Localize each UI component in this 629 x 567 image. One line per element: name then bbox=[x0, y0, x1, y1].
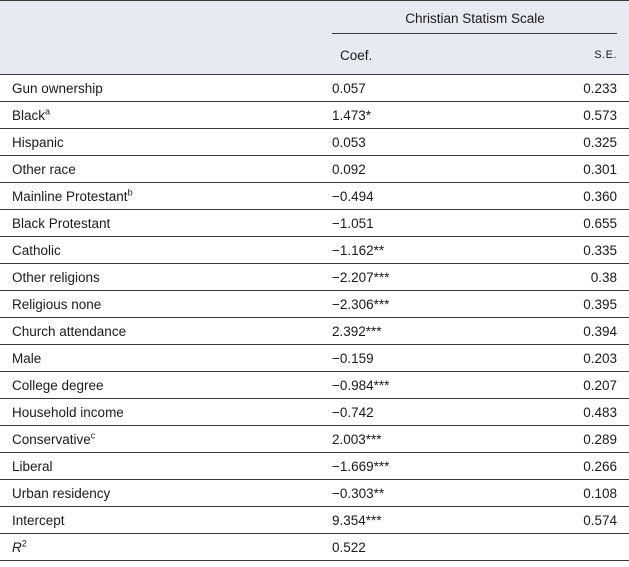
row-label-text: Black bbox=[12, 108, 46, 123]
coef-value: −0.303** bbox=[332, 486, 385, 501]
table-row bbox=[0, 345, 629, 372]
table-row bbox=[0, 399, 629, 426]
row-label-text: Catholic bbox=[12, 243, 61, 258]
row-label-text: Mainline Protestant bbox=[12, 189, 128, 204]
table-row bbox=[0, 75, 629, 102]
table-row bbox=[0, 102, 629, 129]
table-row bbox=[0, 210, 629, 237]
row-label-text: Other race bbox=[12, 162, 76, 177]
row-label bbox=[12, 405, 124, 420]
row-label-text: Religious none bbox=[12, 297, 102, 312]
row-label-superscript: c bbox=[90, 430, 96, 441]
coef-value: 1.473* bbox=[332, 108, 372, 123]
table-row bbox=[0, 129, 629, 156]
se-value: 0.38 bbox=[590, 270, 617, 285]
column-header-coef: Coef. bbox=[340, 48, 373, 63]
coef-value: −1.162** bbox=[332, 243, 385, 258]
coef-value: −0.742 bbox=[332, 405, 374, 420]
row-label-text: Church attendance bbox=[12, 324, 127, 339]
table-row bbox=[0, 534, 629, 561]
row-label bbox=[12, 270, 100, 285]
se-value: 0.301 bbox=[583, 162, 617, 177]
row-label-text: Household income bbox=[12, 405, 124, 420]
coef-value: 0.092 bbox=[332, 162, 366, 177]
row-label-superscript: b bbox=[127, 187, 133, 198]
se-value: 0.573 bbox=[583, 108, 617, 123]
coef-value: 9.354*** bbox=[332, 513, 382, 528]
row-label-text: Other religions bbox=[12, 270, 100, 285]
table-row bbox=[0, 183, 629, 210]
se-value: 0.207 bbox=[583, 378, 617, 393]
coef-value: 0.057 bbox=[332, 81, 366, 96]
se-value: 0.394 bbox=[583, 324, 617, 339]
coef-value: 0.053 bbox=[332, 135, 366, 150]
row-label bbox=[12, 486, 110, 501]
table-row bbox=[0, 291, 629, 318]
row-label bbox=[12, 378, 104, 393]
table-row bbox=[0, 426, 629, 453]
se-value: 0.325 bbox=[583, 135, 617, 150]
table-row bbox=[0, 156, 629, 183]
se-value: 0.289 bbox=[583, 432, 617, 447]
table-row bbox=[0, 264, 629, 291]
se-value: 0.108 bbox=[583, 486, 617, 501]
coef-value: −2.207*** bbox=[332, 270, 390, 285]
row-label-superscript: a bbox=[45, 106, 51, 117]
row-label-superscript: 2 bbox=[21, 538, 27, 549]
row-label bbox=[12, 351, 41, 366]
row-label-text: Black Protestant bbox=[12, 216, 111, 231]
se-value: 0.266 bbox=[583, 459, 617, 474]
coef-value: 2.003*** bbox=[332, 432, 382, 447]
row-label bbox=[12, 108, 50, 123]
row-label bbox=[12, 81, 103, 96]
row-label bbox=[12, 162, 76, 177]
se-value: 0.655 bbox=[583, 216, 617, 231]
coef-value: −1.669*** bbox=[332, 459, 390, 474]
row-label bbox=[12, 513, 65, 528]
row-label-text: Intercept bbox=[12, 513, 65, 528]
column-group-title: Christian Statism Scale bbox=[405, 11, 545, 26]
se-value: 0.203 bbox=[583, 351, 617, 366]
table-row bbox=[0, 453, 629, 480]
table-row bbox=[0, 507, 629, 534]
row-label-text: R bbox=[12, 540, 22, 555]
coef-value: 0.522 bbox=[332, 540, 366, 555]
row-label-text: Gun ownership bbox=[12, 81, 103, 96]
row-label-text: Liberal bbox=[12, 459, 53, 474]
row-label bbox=[12, 432, 95, 447]
se-value: 0.483 bbox=[583, 405, 617, 420]
row-label bbox=[12, 540, 27, 555]
row-label bbox=[12, 297, 101, 312]
coef-value: −0.159 bbox=[332, 351, 374, 366]
table-row bbox=[0, 480, 629, 507]
coef-value: 2.392*** bbox=[332, 324, 382, 339]
row-label bbox=[12, 189, 133, 204]
se-value: 0.360 bbox=[583, 189, 617, 204]
se-value: 0.395 bbox=[583, 297, 617, 312]
row-label bbox=[12, 324, 126, 339]
header-divider bbox=[332, 33, 617, 34]
row-label bbox=[12, 459, 53, 474]
se-value: 0.574 bbox=[583, 513, 617, 528]
table-body bbox=[0, 75, 629, 561]
coef-value: −1.051 bbox=[332, 216, 374, 231]
row-label bbox=[12, 216, 110, 231]
se-value: 0.335 bbox=[583, 243, 617, 258]
coef-value: −0.984*** bbox=[332, 378, 390, 393]
column-header-se: S.E. bbox=[594, 49, 617, 61]
table-row bbox=[0, 237, 629, 264]
coef-value: −2.306*** bbox=[332, 297, 390, 312]
row-label-text: Hispanic bbox=[12, 135, 64, 150]
table-header bbox=[0, 0, 629, 75]
row-label-text: College degree bbox=[12, 378, 104, 393]
row-label-text: Urban residency bbox=[12, 486, 111, 501]
se-value: 0.233 bbox=[583, 81, 617, 96]
table-row bbox=[0, 372, 629, 399]
row-label bbox=[12, 135, 64, 150]
row-label bbox=[12, 243, 61, 258]
table-row bbox=[0, 318, 629, 345]
row-label-text: Conservative bbox=[12, 432, 91, 447]
coef-value: −0.494 bbox=[332, 189, 374, 204]
row-label-text: Male bbox=[12, 351, 42, 366]
